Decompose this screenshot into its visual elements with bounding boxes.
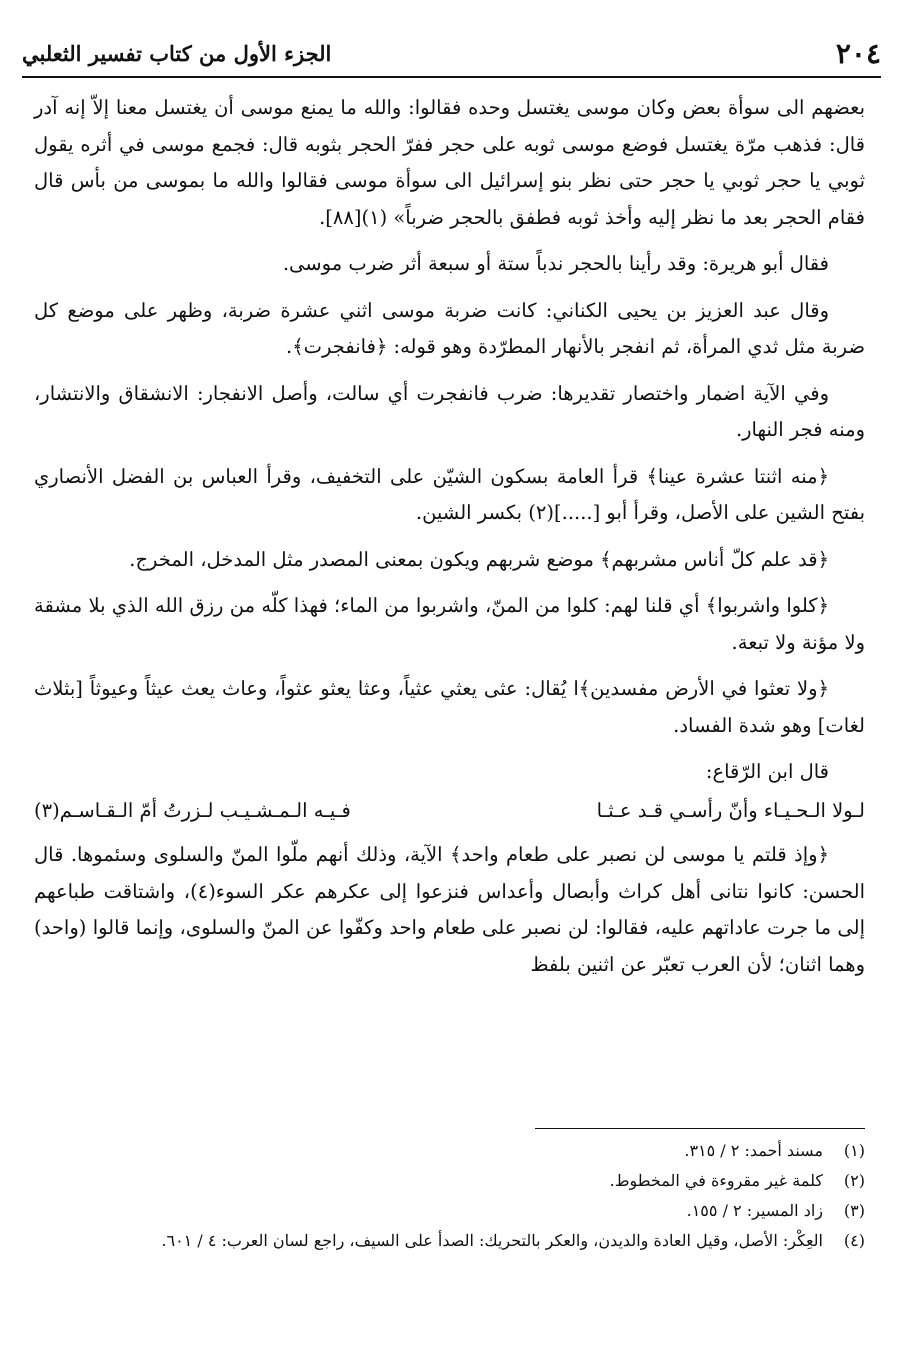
footnote-separator <box>535 1128 865 1129</box>
paragraph-6: ﴿قد علم كلّ أناس مشربهم﴾ موضع شربهم ويكون بمعنى المصدر مثل المدخل، المخرج. <box>129 547 829 571</box>
running-title: الجزء الأول من كتاب تفسير الثعلبي <box>22 40 332 66</box>
verse-first-hemistich: لـولا الـحـيـاء وأنّ رأسـي قـد عـثـا <box>596 798 865 822</box>
paragraph-5: ﴿منه اثنتا عشرة عينا﴾ قرأ العامة بسكون الشيّن على التخفيف، وقرأ العباس بن الفضل الأنصاري بفتح الشين على الأصل، وقرأ أبو [.....](٢) بكسر الشين. <box>34 464 865 524</box>
footnote-3 <box>34 1196 865 1226</box>
page-header <box>22 30 881 78</box>
verse-second-hemistich: فـيـه الـمـشـيـب لـزرتُ أمّ الـقـاسـم(٣) <box>34 798 351 822</box>
footnote-1 <box>34 1136 865 1166</box>
footnote-text: العِكْر: الأصل، وقيل العادة والديدن، والعكر بالتحريك: الصدأ على السيف، راجع لسان العرب: ٤ / ٦٠١. <box>161 1231 823 1250</box>
paragraph-1: بعضهم الى سوأة بعض وكان موسى يغتسل وحده فقالوا: والله ما يمنع موسى أن يغتسل معنا إلاّ إنه آدر قال: فذهب مرّة يغتسل فوضع موسى ثوبه على حجر ففرّ الحجر بثوبه قال: فجمع موسى في أثره يقول ثوبي يا حجر ثوبي يا حجر حتى نظر بنو إسرائيل الى سوأة موسى فقالوا والله ما بموسى من بأس قال فقام الحجر بعد ما نظر إليه وأخذ ثوبه فطفق بالحجر ضرباً» (١)[٨٨]. <box>34 96 865 229</box>
page-number: ٢٠٤ <box>835 36 881 70</box>
footnote-number: (١) <box>843 1141 865 1160</box>
paragraph-4: وفي الآية اضمار واختصار تقديرها: ضرب فانفجرت أي سالت، وأصل الانفجار: الانشقاق والانتشار، ومنه فجر النهار. <box>34 381 865 441</box>
paragraph-2: فقال أبو هريرة: وقد رأينا بالحجر ندباً ستة أو سبعة أثر ضرب موسى. <box>282 252 829 275</box>
main-text <box>34 90 865 993</box>
footnote-number: (٣) <box>843 1201 865 1220</box>
footnote-4 <box>34 1226 865 1256</box>
verse-intro: قال ابن الرّقاع: <box>705 760 829 783</box>
footnote-text: كلمة غير مقروءة في المخطوط. <box>609 1171 823 1190</box>
footnote-number: (٢) <box>843 1171 865 1190</box>
poetry-verse <box>34 793 865 838</box>
footnote-text: مسند أحمد: ٢ / ٣١٥. <box>684 1141 823 1160</box>
paragraph-7: ﴿كلوا واشربوا﴾ أي قلنا لهم: كلوا من المنّ، واشربوا من الماء؛ فهذا كلّه من رزق الله الذي بلا مشقة ولا مؤنة ولا تبعة. <box>34 594 865 654</box>
footnote-2 <box>34 1166 865 1196</box>
paragraph-8: ﴿ولا تعثوا في الأرض مفسدين﴾ا يُقال: عثى يعثي عثياً، وعثا يعثو عثواً، وعاث يعث عيثاً وعيوثاً [بثلاث لغات] وهو شدة الفساد. <box>34 677 865 737</box>
footnote-number: (٤) <box>843 1231 865 1250</box>
paragraph-3: وقال عبد العزيز بن يحيى الكناني: كانت ضربة موسى اثني عشرة ضربة، وظهر على موضع كل ضربة مثل ثدي المرأة، ثم انفجر بالأنهار المطرّدة وهو قوله: ﴿فانفجرت﴾. <box>34 298 865 358</box>
footnote-text: زاد المسير: ٢ / ١٥٥. <box>686 1201 823 1220</box>
footnotes <box>34 1136 865 1256</box>
paragraph-9: ﴿وإذ قلتم يا موسى لن نصبر على طعام واحد﴾ الآية، وذلك أنهم ملّوا المنّ والسلوى وسئموها. قال الحسن: كانوا نتانى أهل كراث وأبصال وأعداس فنزعوا إلى عكرهم عكر السوء(٤)، واشتاقت طباعهم إلى ما جرت عاداتهم عليه، فقالوا: لن نصبر على طعام واحد وكفّوا عن المنّ والسلوى، وإنما قالوا (واحد) وهما اثنان؛ لأن العرب تعبّر عن اثنين بلفظ <box>34 843 865 976</box>
